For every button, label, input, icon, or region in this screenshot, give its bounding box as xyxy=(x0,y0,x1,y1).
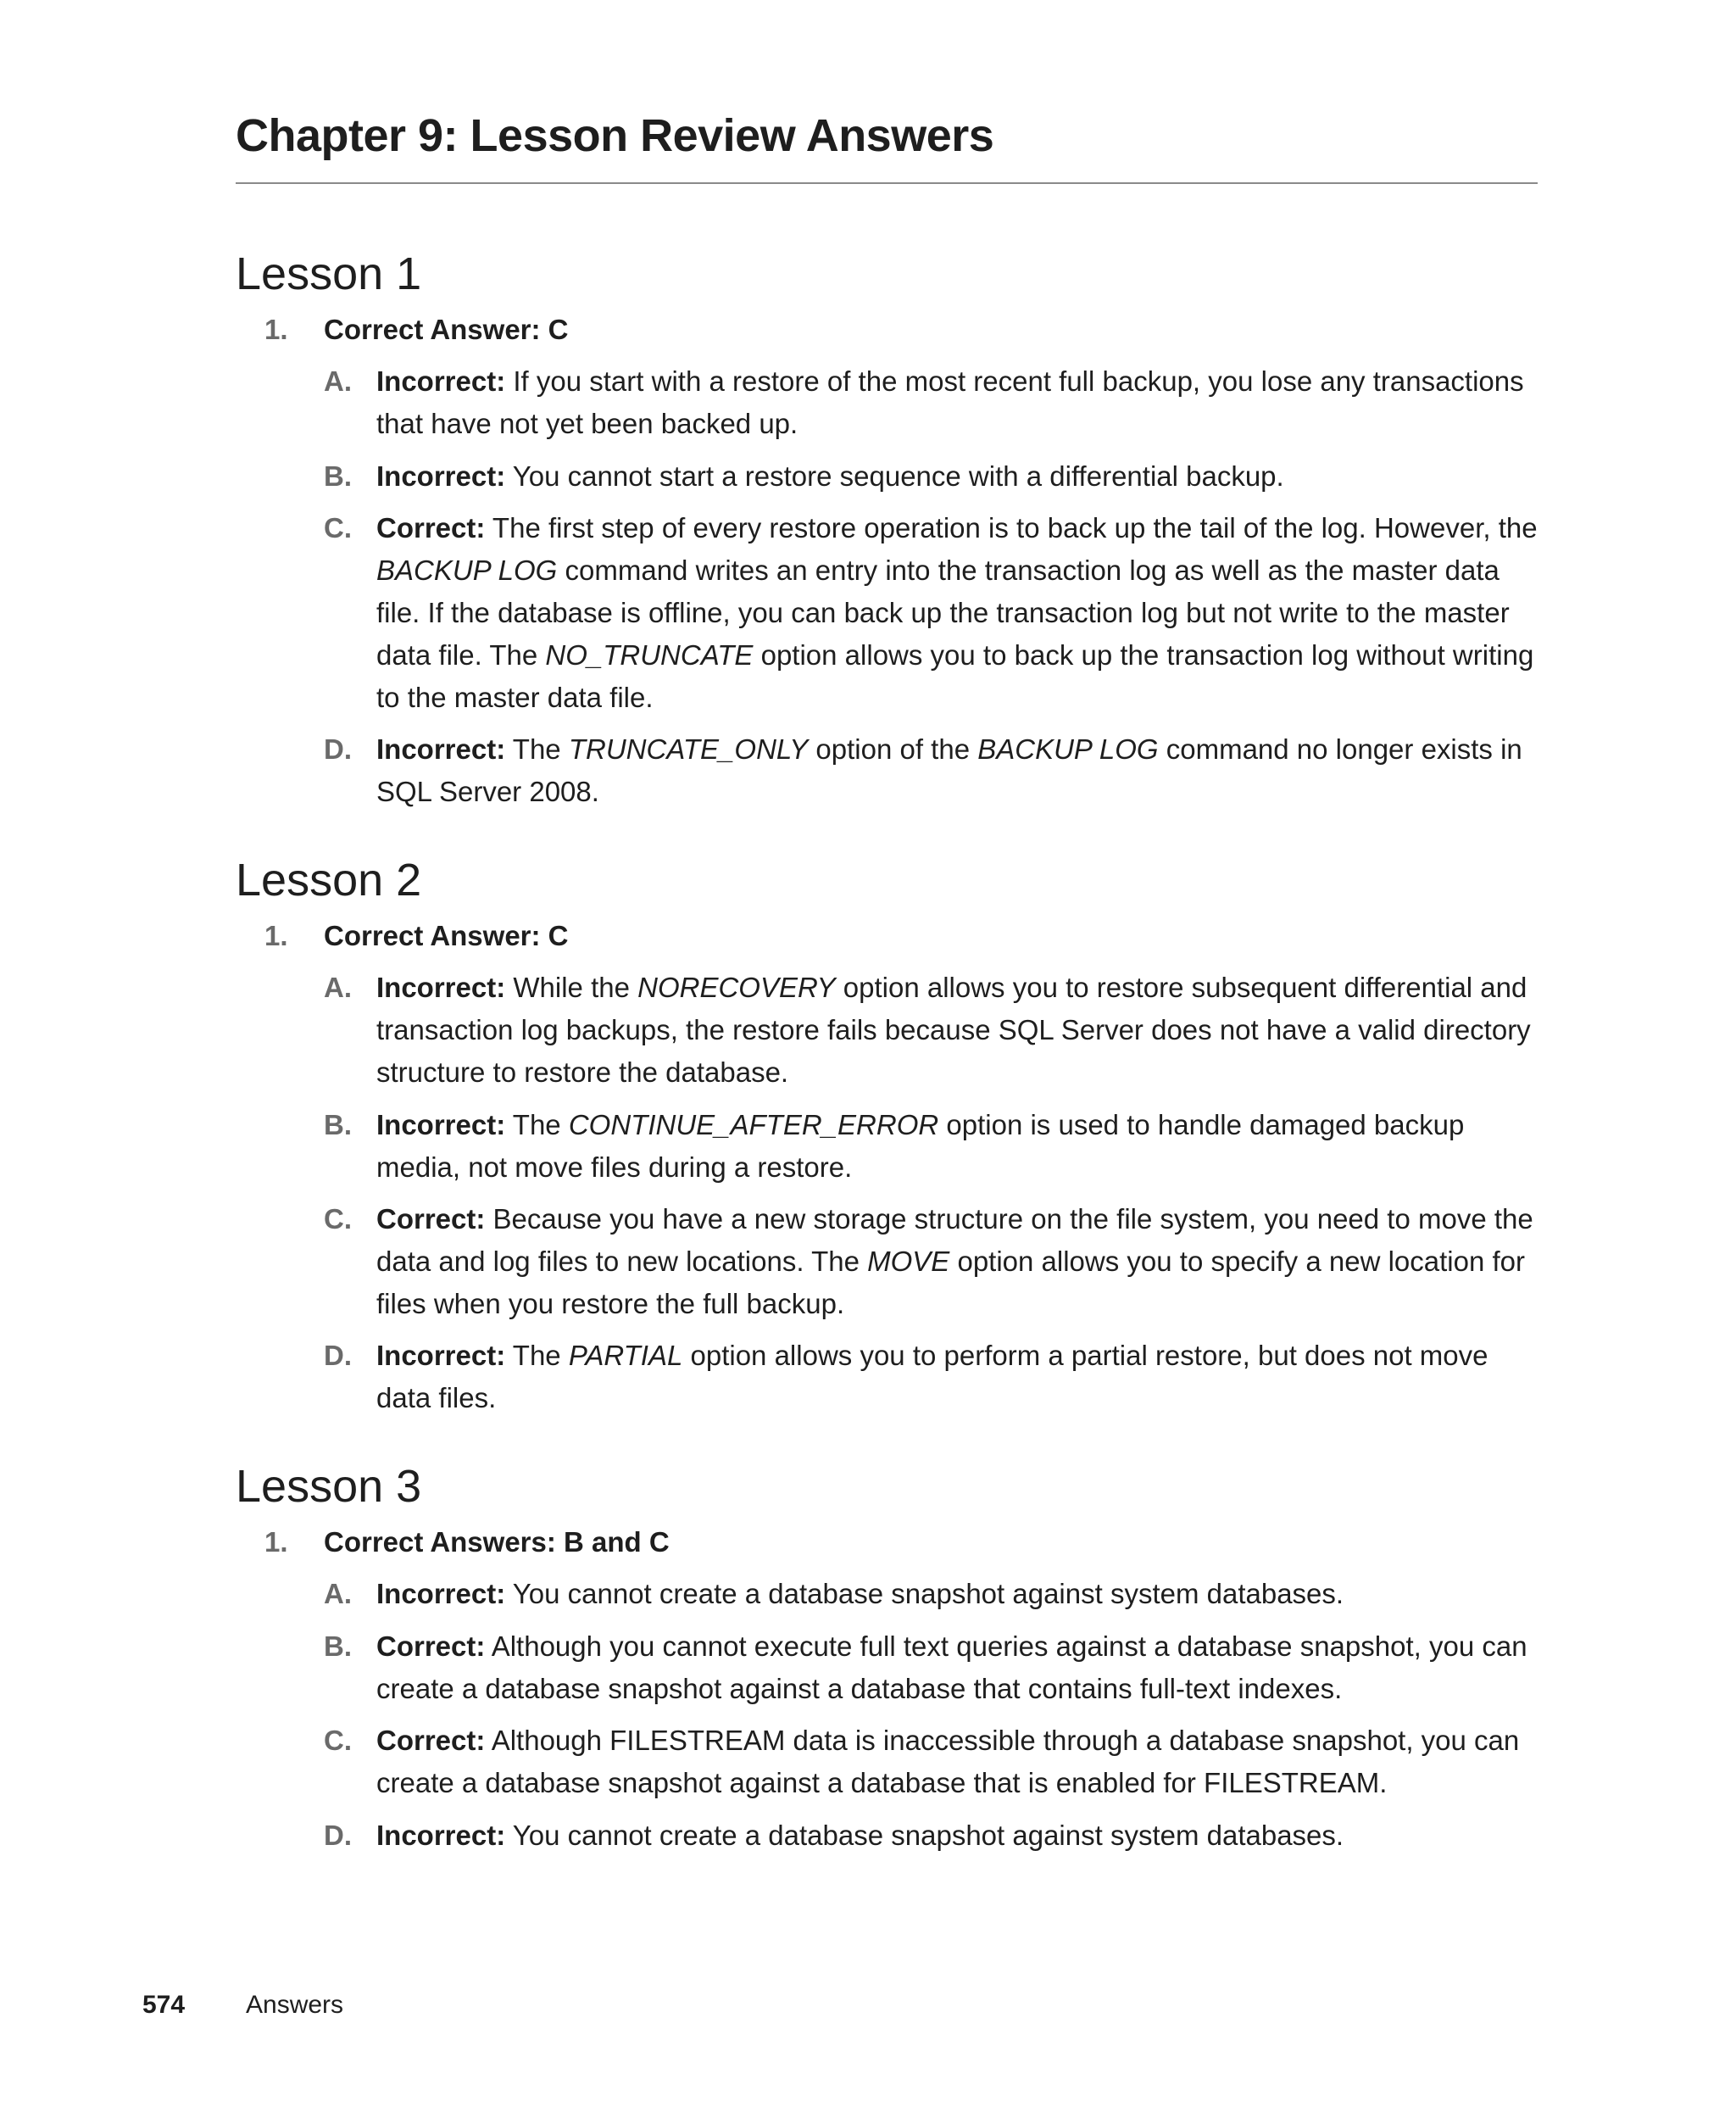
option-explanation: option allows you to perform a partial restore, but does not move data files. xyxy=(376,1340,1488,1413)
footer-section-label: Answers xyxy=(246,1991,344,2019)
option-keyword: BACKUP LOG xyxy=(977,733,1159,765)
page-number: 574 xyxy=(142,1991,186,2019)
lesson-2-option-c xyxy=(324,1198,1544,1325)
lesson-1-option-c xyxy=(324,507,1544,719)
lesson-1-option-b xyxy=(324,455,1544,498)
option-letter: B. xyxy=(324,460,352,492)
option-verdict: Correct: xyxy=(376,1203,486,1235)
option-text xyxy=(376,360,1544,445)
lesson-3-option-d xyxy=(324,1814,1544,1857)
option-text xyxy=(376,1625,1544,1710)
lesson-2-option-b xyxy=(324,1104,1544,1189)
option-explanation: option allows you to specify a new location for files when you restore the full backup. xyxy=(376,1246,1526,1319)
option-text xyxy=(376,1198,1544,1325)
option-explanation: While the xyxy=(505,972,638,1003)
option-letter: A. xyxy=(324,1578,352,1609)
lesson-1-question-1 xyxy=(264,315,569,343)
option-explanation: command writes an entry into the transaction log as well as the master data file. If the database is offline, you can back up the transaction log but not write to the master data file. The xyxy=(376,555,1510,671)
option-text xyxy=(376,728,1544,813)
lesson-1-option-d xyxy=(324,728,1544,813)
option-explanation: The xyxy=(505,1340,569,1371)
option-explanation: You cannot start a restore sequence with a differential backup. xyxy=(505,460,1284,492)
option-text xyxy=(376,1104,1544,1189)
question-number: 1. xyxy=(264,1526,288,1558)
option-letter: A. xyxy=(324,365,352,397)
option-letter: D. xyxy=(324,733,352,765)
option-verdict: Correct: xyxy=(376,512,486,543)
option-explanation: The first step of every restore operation is to back up the tail of the log. However, the xyxy=(485,512,1538,543)
option-explanation: option of the xyxy=(808,733,978,765)
option-explanation: Although FILESTREAM data is inaccessible through a database snapshot, you can create a database snapshot against a database that is enabled for FILESTREAM. xyxy=(376,1725,1520,1798)
option-explanation: Because you have a new storage structure on the file system, you need to move the data and log files to new locations. The xyxy=(376,1203,1533,1277)
option-verdict: Incorrect: xyxy=(376,1340,506,1371)
option-explanation: option allows you to back up the transaction log without writing to the master data file. xyxy=(376,639,1534,713)
correct-answer-label: Correct Answers: B and C xyxy=(324,1526,670,1558)
option-keyword: PARTIAL xyxy=(568,1340,683,1371)
option-text xyxy=(376,455,1544,498)
option-verdict: Incorrect: xyxy=(376,365,506,397)
option-letter: D. xyxy=(324,1340,352,1371)
lesson-3-question-1 xyxy=(264,1528,670,1556)
option-text xyxy=(376,967,1544,1094)
option-text xyxy=(376,507,1544,719)
option-explanation: option is used to handle damaged backup media, not move files during a restore. xyxy=(376,1109,1465,1183)
option-text xyxy=(376,1573,1544,1615)
option-explanation: The xyxy=(505,1109,569,1140)
option-verdict: Correct: xyxy=(376,1630,486,1662)
option-explanation: The xyxy=(505,733,569,765)
lesson-2-option-d xyxy=(324,1335,1544,1419)
lesson-1-heading: Lesson 1 xyxy=(236,248,422,299)
option-letter: C. xyxy=(324,1203,352,1235)
lesson-3-heading: Lesson 3 xyxy=(236,1461,422,1512)
option-explanation: You cannot create a database snapshot against system databases. xyxy=(505,1820,1344,1851)
option-verdict: Incorrect: xyxy=(376,1820,506,1851)
lesson-1-option-a xyxy=(324,360,1544,445)
option-letter: D. xyxy=(324,1820,352,1851)
option-letter: C. xyxy=(324,1725,352,1756)
option-explanation: Although you cannot execute full text queries against a database snapshot, you can create a database snapshot against a database that contains full-text indexes. xyxy=(376,1630,1527,1704)
option-letter: A. xyxy=(324,972,352,1003)
lesson-2-option-a xyxy=(324,967,1544,1094)
chapter-title: Chapter 9: Lesson Review Answers xyxy=(236,109,1538,184)
lesson-3-option-b xyxy=(324,1625,1544,1710)
lesson-2-heading: Lesson 2 xyxy=(236,855,422,906)
option-verdict: Correct: xyxy=(376,1725,486,1756)
option-keyword: BACKUP LOG xyxy=(376,555,558,586)
question-number: 1. xyxy=(264,314,288,345)
option-letter: B. xyxy=(324,1630,352,1662)
option-text xyxy=(376,1719,1544,1804)
option-letter: B. xyxy=(324,1109,352,1140)
option-keyword: TRUNCATE_ONLY xyxy=(568,733,809,765)
lesson-3-option-a xyxy=(324,1573,1544,1615)
option-explanation: command no longer exists in SQL Server 2008. xyxy=(376,733,1522,807)
correct-answer-label: Correct Answer: C xyxy=(324,314,569,345)
option-keyword: NORECOVERY xyxy=(637,972,836,1003)
lesson-3-option-c xyxy=(324,1719,1544,1804)
option-text xyxy=(376,1335,1544,1419)
option-explanation: You cannot create a database snapshot against system databases. xyxy=(505,1578,1344,1609)
option-keyword: CONTINUE_AFTER_ERROR xyxy=(568,1109,939,1140)
option-keyword: NO_TRUNCATE xyxy=(545,639,754,671)
option-verdict: Incorrect: xyxy=(376,1578,506,1609)
option-verdict: Incorrect: xyxy=(376,733,506,765)
option-verdict: Incorrect: xyxy=(376,460,506,492)
option-verdict: Incorrect: xyxy=(376,972,506,1003)
option-text xyxy=(376,1814,1544,1857)
correct-answer-label: Correct Answer: C xyxy=(324,920,569,951)
option-letter: C. xyxy=(324,512,352,543)
option-keyword: MOVE xyxy=(867,1246,950,1277)
option-explanation: option allows you to restore subsequent differential and transaction log backups, the restore fails because SQL Server does not have a valid directory structure to restore the database. xyxy=(376,972,1531,1088)
lesson-2-question-1 xyxy=(264,922,569,950)
question-number: 1. xyxy=(264,920,288,951)
option-verdict: Incorrect: xyxy=(376,1109,506,1140)
option-explanation: If you start with a restore of the most recent full backup, you lose any transactions that have not yet been backed up. xyxy=(376,365,1524,439)
